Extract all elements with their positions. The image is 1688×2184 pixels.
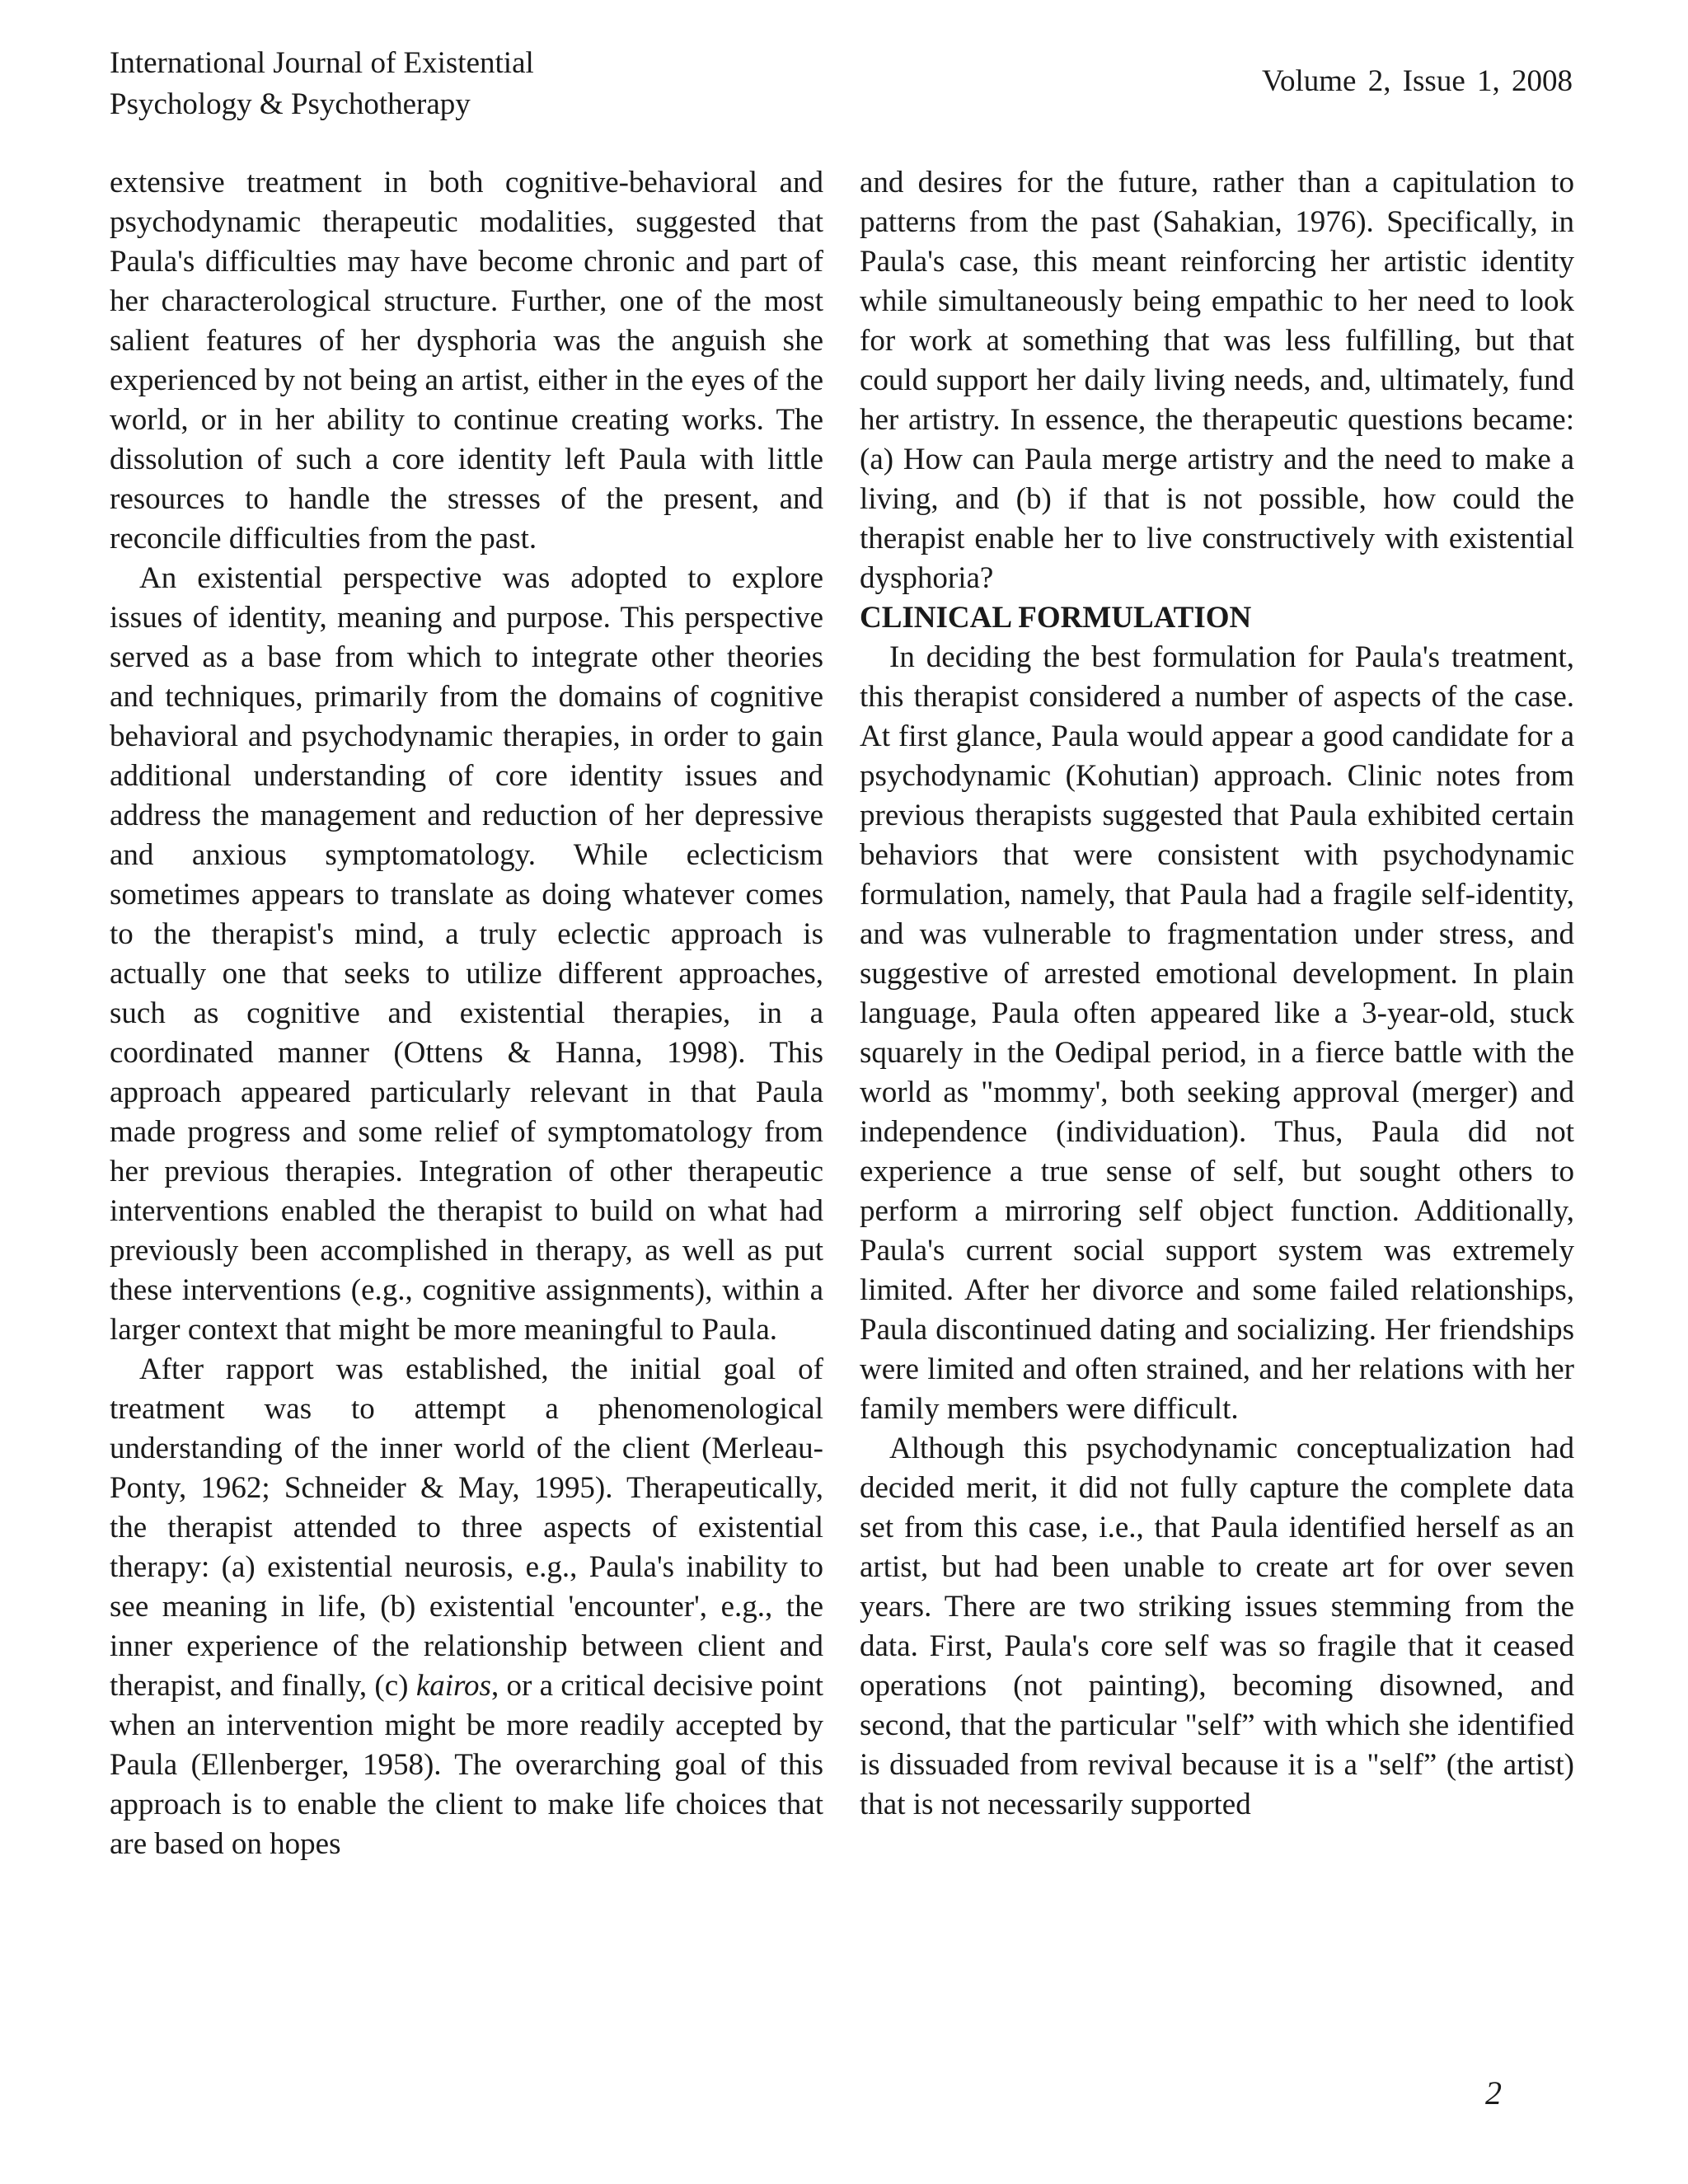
journal-title-line-1: International Journal of Existential	[110, 46, 534, 80]
journal-title-line-2: Psychology & Psychotherapy	[110, 87, 471, 121]
right-paragraph-1: and desires for the future, rather than a capitulation to patterns from the past (Sahakian, 1976). Specifically, in Paula's case, this meant reinforcing her artistic identity while simultaneously being empathic to her need to look for work at something that was less fulfilling, but that could support her daily living needs, and, ultimately, fund her artistry. In essence, the therapeutic questions became: (a) How can Paula merge artistry and the need to make a living, and (b) if that is not possible, how could the therapist enable her to live constructively with existential dysphoria?	[860, 166, 1574, 595]
left-paragraph-3	[110, 1350, 823, 1864]
left-column	[110, 163, 823, 1864]
volume-issue: Volume 2, Issue 1, 2008	[1262, 64, 1573, 98]
left-paragraph-3-part-1: After rapport was established, the initial goal of treatment was to attempt a phenomenological understanding of the inner world of the client (Merleau-Ponty, 1962; Schneider & May, 1995). Therapeutically, the therapist attended to three aspects of existential therapy: (a) existential neurosis, e.g., Paula's inability to see meaning in life, (b) existential 'encounter', e.g., the inner experience of the relationship between client and therapist, and finally, (c)	[110, 1352, 823, 1703]
left-paragraph-2: An existential perspective was adopted to explore issues of identity, meaning and purpose. This perspective served as a base from which to integrate other theories and techniques, primarily from the domains of cognitive behavioral and psychodynamic therapies, in order to gain additional understanding of core identity issues and address the management and reduction of her depressive and anxious symptomatology. While eclecticism sometimes appears to translate as doing whatever comes to the therapist's mind, a truly eclectic approach is actually one that seeks to utilize different approaches, such as cognitive and existential therapies, in a coordinated manner (Ottens & Hanna, 1998). This approach appeared particularly relevant in that Paula made progress and some relief of symptomatology from her previous therapies. Integration of other therapeutic interventions enabled the therapist to build on what had previously been accomplished in therapy, as well as put these interventions (e.g., cognitive assignments), within a larger context that might be more meaningful to Paula.	[110, 561, 823, 1347]
journal-title	[110, 43, 534, 125]
kairos-term: kairos	[415, 1669, 491, 1703]
page-number: 2	[1485, 2074, 1502, 2111]
left-paragraph-3-part-2: , or a critical decisive point when an intervention might be more readily accepted by Paula (Ellenberger, 1958). The overarching goal of this approach is to enable the client to make life choices that are based on hopes	[110, 1669, 823, 1861]
right-column	[860, 163, 1574, 1825]
section-heading-clinical-formulation: CLINICAL FORMULATION	[860, 601, 1252, 635]
right-paragraph-2: In deciding the best formulation for Paula's treatment, this therapist considered a number of aspects of the case. At first glance, Paula would appear a good candidate for a psychodynamic (Kohutian) approach. Clinic notes from previous therapists suggested that Paula exhibited certain behaviors that were consistent with psychodynamic formulation, namely, that Paula had a fragile self-identity, and was vulnerable to fragmentation under stress, and suggestive of arrested emotional development. In plain language, Paula often appeared like a 3-year-old, stuck squarely in the Oedipal period, in a fierce battle with the world as "mommy', both seeking approval (merger) and independence (individuation). Thus, Paula did not experience a true sense of self, but sought others to perform a mirroring self object function. Additionally, Paula's current social support system was extremely limited. After her divorce and some failed relationships, Paula discontinued dating and socializing. Her friendships were limited and often strained, and her relations with her family members were difficult.	[860, 640, 1574, 1426]
right-paragraph-3: Although this psychodynamic conceptualization had decided merit, it did not fully capture the complete data set from this case, i.e., that Paula identified herself as an artist, but had been unable to create art for over seven years. There are two striking issues stemming from the data. First, Paula's core self was so fragile that it ceased operations (not painting), becoming disowned, and second, that the particular "self” with which she identified is dissuaded from revival because it is a "self” (the artist) that is not necessarily supported	[860, 1432, 1574, 1821]
left-paragraph-1: extensive treatment in both cognitive-behavioral and psychodynamic therapeutic modalities, suggested that Paula's difficulties may have become chronic and part of her characterological structure. Further, one of the most salient features of her dysphoria was the anguish she experienced by not being an artist, either in the eyes of the world, or in her ability to continue creating works. The dissolution of such a core identity left Paula with little resources to handle the stresses of the present, and reconcile difficulties from the past.	[110, 166, 823, 555]
